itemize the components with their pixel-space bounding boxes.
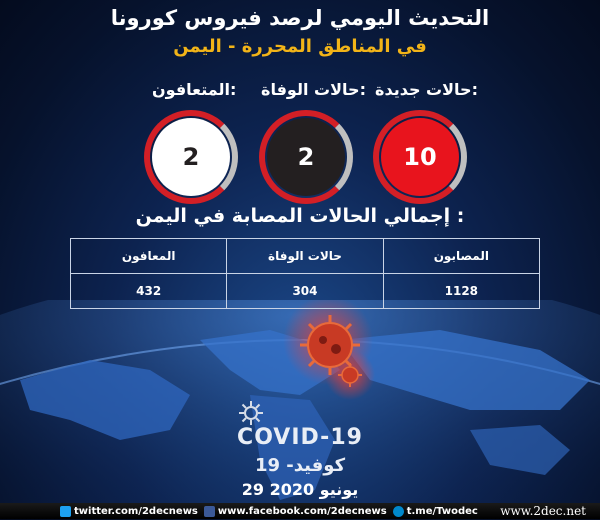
telegram-icon xyxy=(393,506,404,517)
column-header-deaths: حالات الوفاة xyxy=(227,239,383,274)
column-header-recovered: المعافون xyxy=(71,239,227,274)
total-infected-value: 1128 xyxy=(383,274,539,309)
recovered-value: 2 xyxy=(152,118,230,196)
covid-title-en: COVID-19 xyxy=(237,425,363,450)
column-header-infected: المصابون xyxy=(383,239,539,274)
website-link[interactable]: www.2dec.net xyxy=(500,504,586,518)
footer-bar xyxy=(0,503,600,519)
total-recovered-value: 432 xyxy=(71,274,227,309)
report-date: 29 يونيو 2020 xyxy=(241,480,359,499)
virus-icon xyxy=(335,360,365,390)
facebook-text: www.facebook.com/2decnews xyxy=(217,505,387,517)
table-header-row xyxy=(71,239,540,274)
virus-icon xyxy=(238,400,264,426)
page-title: التحديث اليومي لرصد فيروس كورونا xyxy=(110,6,490,30)
totals-table xyxy=(70,238,540,309)
totals-heading: إجمالي الحالات المصابة في اليمن : xyxy=(135,205,465,227)
total-deaths-value: 304 xyxy=(227,274,383,309)
deaths-value: 2 xyxy=(267,118,345,196)
twitter-text: twitter.com/2decnews xyxy=(74,505,198,517)
deaths-label: حالات الوفاة: xyxy=(261,80,366,99)
table-row xyxy=(71,274,540,309)
new-cases-value: 10 xyxy=(381,118,459,196)
facebook-icon xyxy=(204,506,215,517)
facebook-link[interactable] xyxy=(204,506,387,517)
new-cases-label: حالات جديدة: xyxy=(375,80,478,99)
twitter-link[interactable] xyxy=(60,506,198,517)
telegram-text: t.me/Twodec xyxy=(406,505,478,517)
twitter-icon xyxy=(60,506,71,517)
page-subtitle: في المناطق المحررة - اليمن xyxy=(173,36,427,57)
telegram-link[interactable] xyxy=(393,506,478,517)
covid-title-ar: كوفيد- 19 xyxy=(254,455,346,476)
recovered-label: المتعافون: xyxy=(152,80,237,99)
